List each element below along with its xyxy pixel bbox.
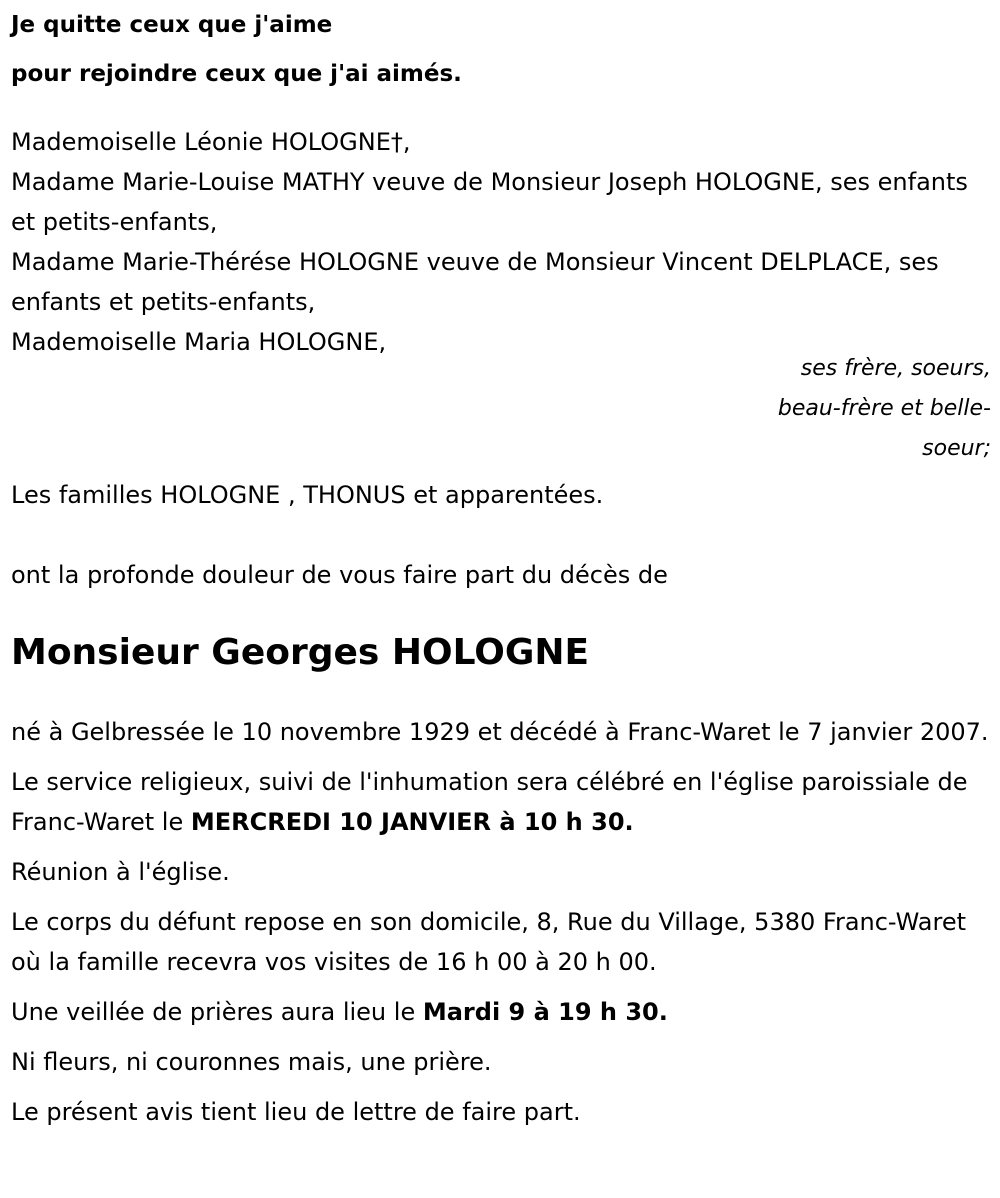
obituary-notice [11,0,991,1142]
family-member-4: Mademoiselle Maria HOLOGNE, [11,328,387,356]
extended-families: Les familles HOLOGNE , THONUS et apparentées. [11,481,604,509]
flowers-info: Ni fleurs, ni couronnes mais, une prière. [11,1048,492,1076]
relation-line-2: beau-frère et belle- [777,396,991,421]
relation-line-1: ses frère, soeurs, [800,356,991,381]
service-info [11,762,991,842]
family-relation [11,349,991,469]
family-member-2: Madame Marie-Louise MATHY veuve de Monsieur Joseph HOLOGNE, ses enfants et petits-enfants, [11,168,968,236]
family-member-1 [11,122,991,162]
notice-info: Le présent avis tient lieu de lettre de faire part. [11,1098,581,1126]
visit-info: Le corps du défunt repose en son domicile, 8, Rue du Village, 5380 Franc-Waret où la famille recevra vos visites de 16 h 00 à 20 h 00. [11,908,967,976]
family-member-1-comma: , [402,128,411,156]
vigil-text: Une veillée de prières aura lieu le [11,998,423,1026]
cross-symbol: † [390,128,403,156]
quote-line-2: pour rejoindre ceux que j'ai aimés. [11,61,462,87]
family-member-1-name: Mademoiselle Léonie HOLOGNE [11,128,391,156]
family-list [11,122,991,362]
birth-death: né à Gelbressée le 10 novembre 1929 et décédé à Franc-Waret le 7 janvier 2007. [11,718,989,746]
vigil-date: Mardi 9 à 19 h 30. [422,998,668,1026]
family-member-3: Madame Marie-Thérése HOLOGNE veuve de Monsieur Vincent DELPLACE, ses enfants et petits-enfants, [11,248,939,316]
deceased-name: Monsieur Georges HOLOGNE [11,632,590,673]
vigil-info [11,992,991,1032]
meeting-info: Réunion à l'église. [11,858,230,886]
quote-line-1: Je quitte ceux que j'aime [11,12,333,38]
details-section [11,712,991,1132]
announcement: ont la profonde douleur de vous faire part du décès de [11,561,668,589]
relation-line-3: soeur; [922,436,991,461]
service-date: MERCREDI 10 JANVIER à 10 h 30. [190,808,634,836]
service-text: Le service religieux, suivi de l'inhumation sera célébré en l'église paroissiale de Franc-Waret le [11,768,968,836]
